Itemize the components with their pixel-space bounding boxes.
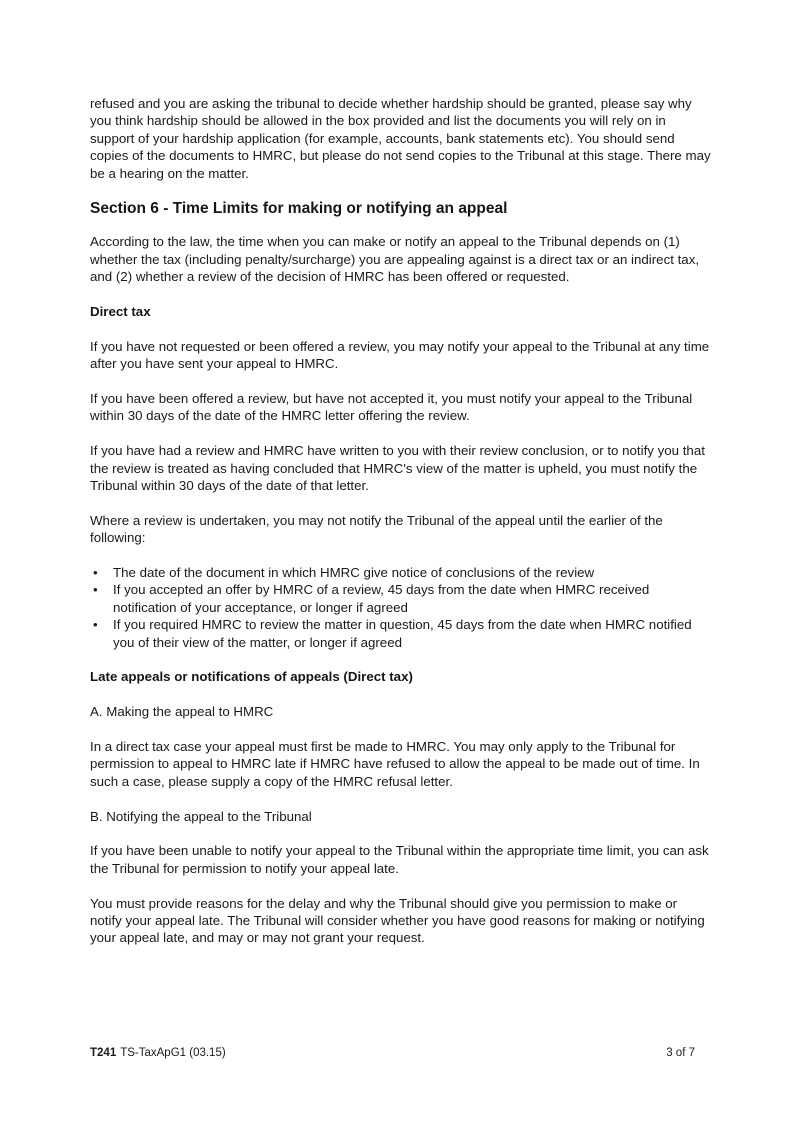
- page-footer: [90, 1046, 695, 1060]
- paragraph-review-undertaken: Where a review is undertaken, you may not notify the Tribunal of the appeal until the earlier of the following:: [90, 512, 663, 546]
- paragraph-notify-late-2: You must provide reasons for the delay and why the Tribunal should give you permission to make or notify your appeal late. The Tribunal will consider whether you have good reasons for making or notifying your appeal late, and may or may not grant your request.: [90, 895, 705, 946]
- paragraph-making-appeal-hmrc: In a direct tax case your appeal must first be made to HMRC. You may only apply to the Tribunal for permission to appeal to HMRC late if HMRC have refused to allow the appeal to be made out of time. In such a case, please supply a copy of the HMRC refusal letter.: [90, 739, 700, 789]
- subheading-b-notifying-appeal: B. Notifying the appeal to the Tribunal: [90, 808, 312, 824]
- bullet-item-required-review: • If you required HMRC to review the matter in question, 45 days from the date when HMRC notified you of their view of the matter, or longer if agreed: [90, 616, 712, 651]
- section6-heading: Section 6 - Time Limits for making or notifying an appeal: [90, 200, 508, 218]
- paragraph-section6-intro: According to the law, the time when you can make or notify an appeal to the Tribunal depends on (1) whether the tax (including penalty/surcharge) you are appealing against is a direct tax or an indirect tax, and (2) whether a review of the decision of HMRC has been offered or requested.: [90, 234, 700, 285]
- form-reference: [90, 1046, 226, 1060]
- paragraph-direct-tax-2: If you have been offered a review, but have not accepted it, you must notify your appeal to the Tribunal within 30 days of the date of the HMRC letter offering the review.: [90, 391, 693, 424]
- form-code: T241: [90, 1047, 117, 1059]
- paragraph-notify-late-1: If you have been unable to notify your appeal to the Tribunal within the appropriate time limit, you can ask the Tribunal for permission to notify your appeal late.: [90, 843, 709, 876]
- paragraph-direct-tax-3: If you have had a review and HMRC have written to you with their review conclusion, or to notify you that the review is treated as having concluded that HMRC's view of the matter is upheld, you must notify the Tribunal within 30 days of the date of that letter.: [90, 443, 705, 494]
- late-appeals-heading: Late appeals or notifications of appeals (Direct tax): [90, 669, 413, 685]
- paragraph-hardship-continued: refused and you are asking the tribunal to decide whether hardship should be granted, please say why you think hardship should be allowed in the box provided and list the documents you will rely on in support of your hardship application (for example, accounts, bank statements etc). You should send copies of the documents to HMRC, but please do not send copies to the Tribunal at this stage. There may be a hearing on the matter.: [90, 96, 711, 181]
- bullet-item-review-conclusions: • The date of the document in which HMRC give notice of conclusions of the review: [90, 564, 712, 581]
- subheading-a-making-appeal: A. Making the appeal to HMRC: [90, 704, 274, 720]
- bullet-item-accepted-offer: • If you accepted an offer by HMRC of a review, 45 days from the date when HMRC received notification of your acceptance, or longer if agreed: [90, 581, 712, 616]
- direct-tax-heading: Direct tax: [90, 304, 151, 320]
- review-conclusion-bullet-list: [90, 564, 712, 651]
- paragraph-direct-tax-1: If you have not requested or been offered a review, you may notify your appeal to the Tribunal at any time after you have sent your appeal to HMRC.: [90, 338, 710, 372]
- form-version: TS-TaxApG1 (03.15): [120, 1047, 226, 1059]
- page-number: 3 of 7: [666, 1047, 695, 1059]
